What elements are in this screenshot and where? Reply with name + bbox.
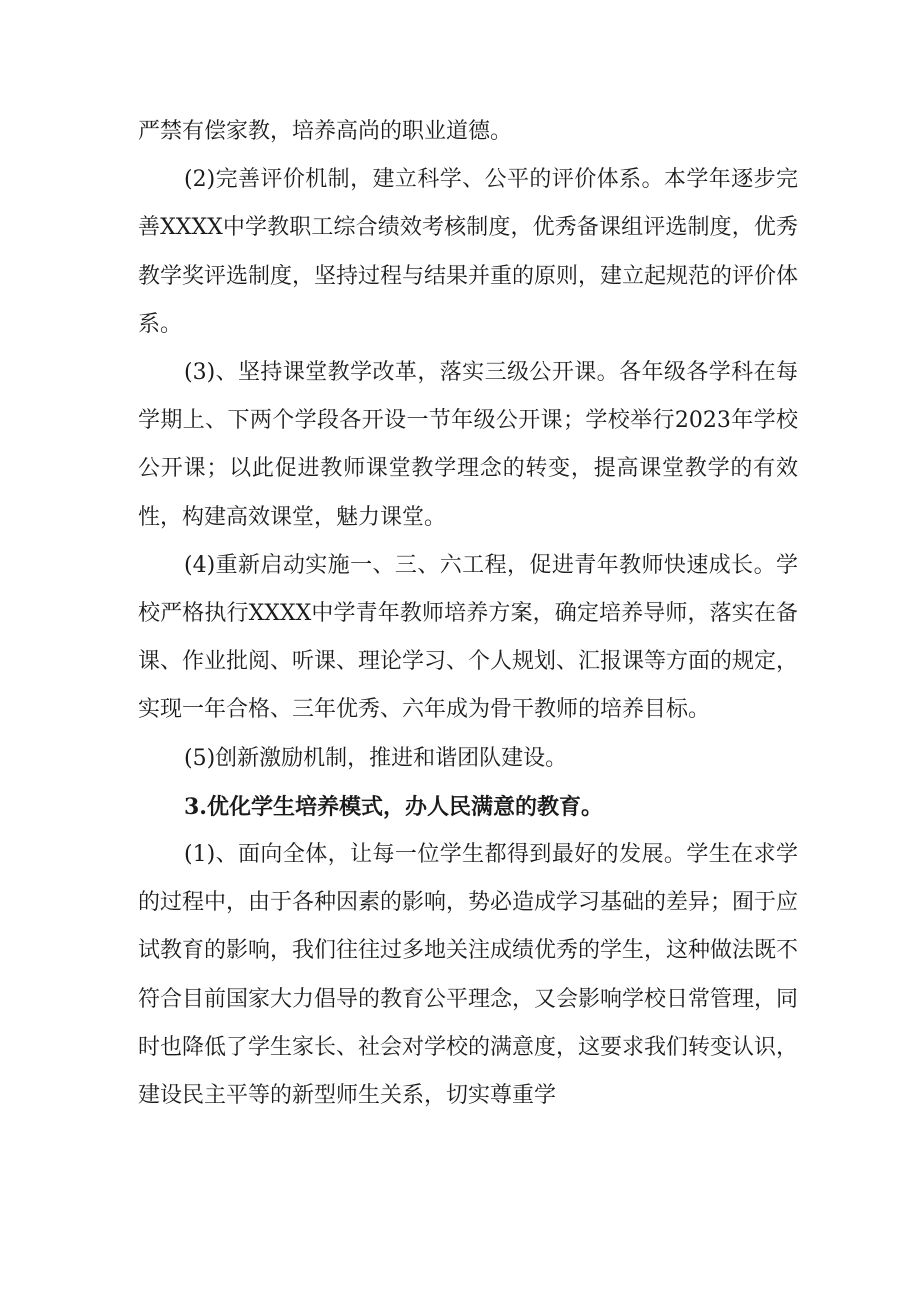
paragraph-young-teacher-project: (4)重新启动实施一、三、六工程，促进青年教师快速成长。学校严格执行XXXX中学青年教师培养方案，确定培养导师，落实在备课、作业批阅、听课、理论学习、个人规划、汇报课等方面的规定，实现一年合格、三年优秀、六年成为骨干教师的培养目标。 (138, 552, 799, 723)
section-heading-student-training: 3.优化学生培养模式，办人民满意的教育。 (184, 793, 603, 820)
paragraph-all-students: (1)、面向全体，让每一位学生都得到最好的发展。学生在求学的过程中，由于各种因素的影响，势必造成学习基础的差异；囿于应试教育的影响，我们往往过多地关注成绩优秀的学生，这种做法既不符合目前国家大力倡导的教育公平理念，又会影响学校日常管理，同时也降低了学生家长、社会对学校的满意度，这要求我们转变认识，建设民主平等的新型师生关系，切实尊重学 (138, 842, 799, 1109)
paragraph-incentive-mechanism: (5)创新激励机制，推进和谐团队建设。 (184, 745, 568, 771)
document-body (138, 108, 798, 1120)
paragraph-classroom-reform: (3)、坚持课堂教学改革，落实三级公开课。各年级各学科在每学期上、下两个学段各开设一节年级公开课；学校举行2023年学校公开课；以此促进教师课堂教学理念的转变，提高课堂教学的有效性，构建高效课堂，魅力课堂。 (138, 360, 798, 530)
paragraph-evaluation-mechanism: (2)完善评价机制，建立科学、公平的评价体系。本学年逐步完善XXXX中学教职工综合绩效考核制度，优秀备课组评选制度，优秀教学奖评选制度，坚持过程与结果并重的原则，建立起规范的评价体系。 (138, 167, 799, 337)
paragraph-continuation: 严禁有偿家教，培养高尚的职业道德。 (138, 119, 513, 144)
